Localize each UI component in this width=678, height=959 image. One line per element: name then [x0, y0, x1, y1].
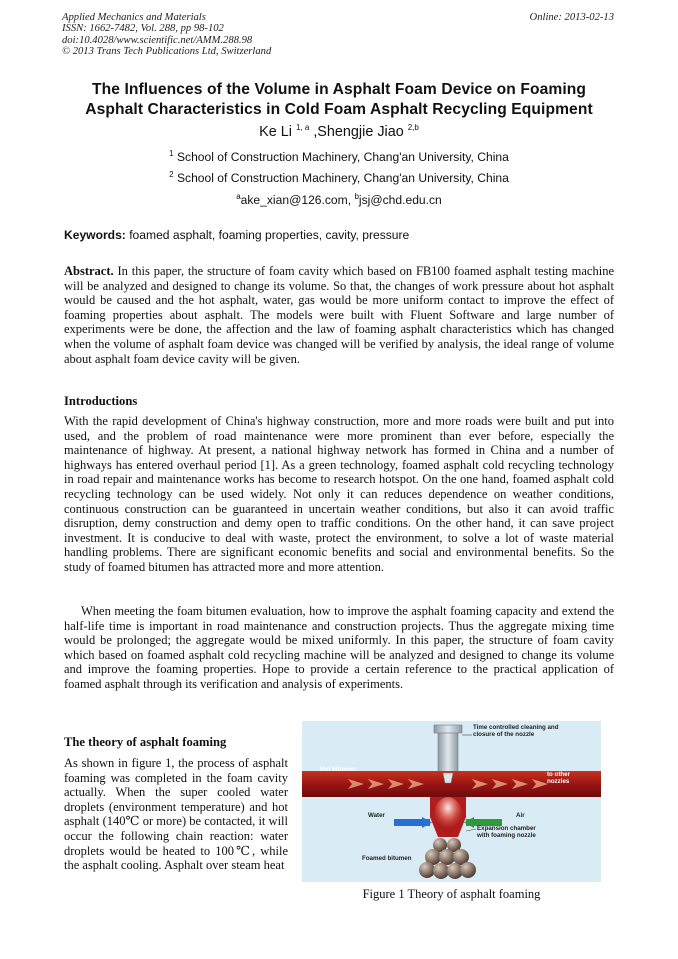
abstract — [64, 264, 614, 366]
affiliation-1-sup: 1 — [169, 148, 174, 158]
copyright: © 2013 Trans Tech Publications Ltd, Switzerland — [62, 46, 272, 58]
label-air: Air — [516, 812, 525, 819]
keywords — [64, 228, 409, 242]
label-foamed-bitumen: Foamed bitumen — [362, 855, 412, 862]
author-1-sup: 1, a — [295, 123, 310, 133]
label-exp-line-2: with foaming nozzle — [477, 832, 536, 839]
theory-paragraph-1: As shown in figure 1, the process of asphalt foaming was completed in the foam cavity actually. When the super cooled water droplets (environment temperature) and hot asphalt (140℃ or more) be contacted, it will occur the following chain reaction: water droplets would be heated to 100℃, while the asphalt cooling. Asphalt over steam heat — [64, 756, 288, 873]
email-a-sup: a — [236, 191, 241, 201]
online-date: Online: 2013-02-13 — [529, 12, 614, 23]
label-hot-bitumen: Hot bitumen — [320, 766, 357, 773]
affiliation-2-text: School of Construction Machinery, Chang'an University, China — [176, 171, 509, 185]
figure-asphalt-foaming — [302, 721, 601, 882]
foam-spray — [434, 797, 462, 833]
issn: ISSN: 1662-7482, Vol. 288, pp 98-102 — [62, 23, 224, 35]
nozzle-body — [438, 729, 458, 773]
foaming-diagram — [302, 721, 601, 882]
label-expansion-chamber — [477, 825, 536, 839]
email-b-sup: b — [354, 191, 359, 201]
doi: doi:10.4028/www.scientific.net/AMM.288.98 — [62, 34, 253, 46]
label-other-nozzles — [547, 771, 570, 785]
label-time-line-1: Time controlled cleaning and — [473, 724, 559, 731]
label-exp-line-1: Expansion chamber — [477, 825, 536, 832]
abstract-text: In this paper, the structure of foam cavity which based on FB100 foamed asphalt testing machine will be analyzed and designed to change its volume. So that, the changes of work pressure about hot asphalt would be caused and the hot asphalt, water, gas would be more uniform contact to improve the effect of foaming properties about asphalt. The models were built with Fluent Software and large number of experiments were be done, the affection and the law of foaming asphalt characteristics which has changed when the volume of asphalt foam device was changed will be verified by analysis, the ideal range of volume about asphalt foam device cavity will be given. — [64, 264, 614, 366]
affiliation-2 — [40, 171, 638, 185]
author-2: ,Shengjie Jiao — [313, 124, 404, 140]
email-b-link[interactable]: jsj@chd.edu.cn — [358, 193, 442, 207]
affiliation-2-sup: 2 — [169, 169, 174, 179]
label-time-controlled — [473, 724, 559, 738]
journal-header — [62, 12, 271, 58]
email-a-link[interactable]: ake_xian@126.com, — [240, 193, 355, 207]
section-heading-theory: The theory of asphalt foaming — [64, 735, 227, 749]
figure-caption: Figure 1 Theory of asphalt foaming — [362, 887, 541, 901]
intro-paragraph-2: When meeting the foam bitumen evaluation, how to improve the asphalt foaming capacity and extend the half-life time is important in road maintenance and construction projects. Thus the aggregate mixing time would be prolonged; the aggregate would be mixed uniformly. In this paper, the structure of foam cavity which based on foamed asphalt cold recycling machine will be analyzed and designed to change its volume and improve the foaming properties. Hope to provide a certain reference to the practical application of foamed asphalt through its verification and analysis of experiments. — [64, 604, 614, 691]
affiliation-1-text: School of Construction Machinery, Chang'an University, China — [176, 150, 509, 164]
title-line-2: Asphalt Characteristics in Cold Foam Asphalt Recycling Equipment — [85, 101, 593, 118]
emails — [40, 193, 638, 207]
label-time-line-2: closure of the nozzle — [473, 731, 535, 738]
keywords-label: Keywords: — [64, 228, 126, 242]
label-other-line-2: nozzles — [547, 778, 570, 785]
paper-title — [40, 80, 638, 120]
nozzle-tip — [443, 773, 453, 783]
affiliation-1 — [40, 150, 638, 164]
intro-paragraph-1: With the rapid development of China's highway construction, more and more roads were built and put into used, and the problem of road maintenance were more prominent than ever before, especially the maintenance of highway. At present, a national highway network has formed in China and a number of highways has entered overhaul period [1]. As a green technology, foamed asphalt cold recycling technology in road repair and maintenance works has become to research hotspot. On the one hand, foamed asphalt cold recycling technology can be used widely. Not only it can reduces dependence on weather conditions, continuous construction can be guaranteed in uncertain weather conditions, but also it can avoid traffic disruption, demy construction and demy open to traffic conditions. On the other hand, it can save project investment. It is conducive to deal with waste, protect the environment, to solve a lot of waste material handling problems. There are significant economic benefits and social and environmental benefits. So the study of foamed bitumen has attracted more and more attention. — [64, 414, 614, 574]
label-water: Water — [368, 812, 385, 819]
keywords-text: foamed asphalt, foaming properties, cavity, pressure — [125, 228, 410, 242]
nozzle-cap — [434, 725, 462, 733]
authors — [40, 124, 638, 140]
author-1: Ke Li — [259, 124, 292, 140]
abstract-label: Abstract. — [64, 264, 114, 278]
title-line-1: The Influences of the Volume in Asphalt Foam Device on Foaming — [92, 81, 586, 98]
journal-name: Applied Mechanics and Materials — [62, 12, 206, 23]
section-heading-introductions: Introductions — [64, 394, 138, 408]
author-2-sup: 2,b — [407, 123, 419, 133]
label-other-line-1: to other — [547, 771, 571, 778]
